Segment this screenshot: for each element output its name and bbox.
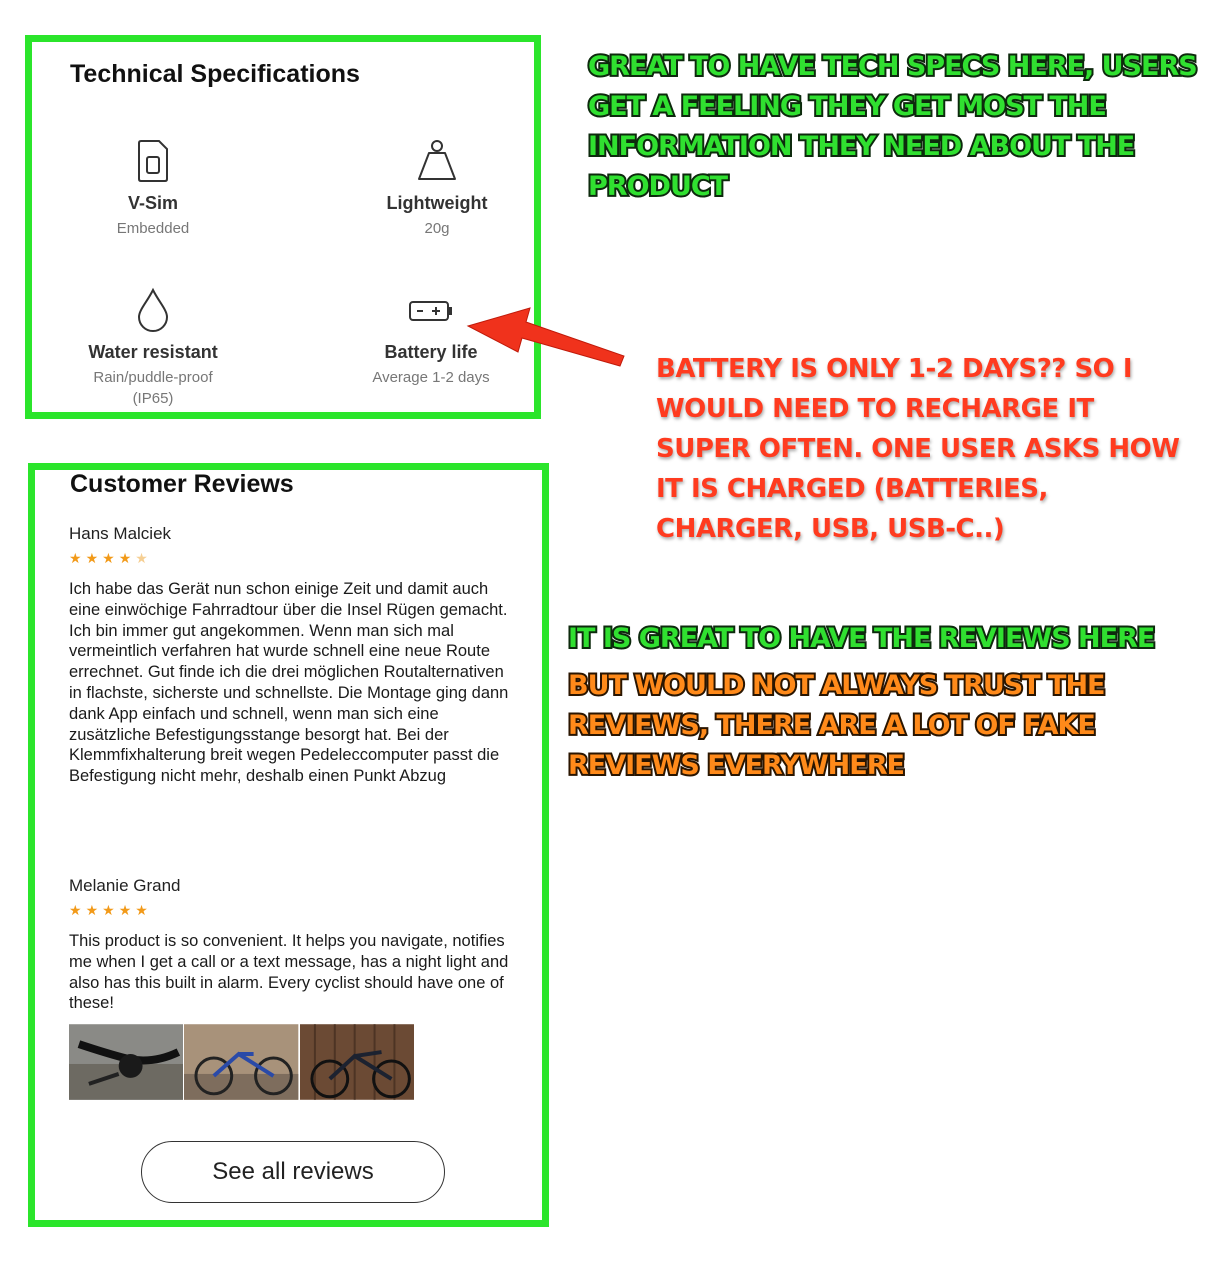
reviews-title: Customer Reviews bbox=[70, 470, 294, 498]
spec-value: Average 1-2 days bbox=[372, 369, 490, 386]
review-photos bbox=[69, 1024, 415, 1100]
review-author: Melanie Grand bbox=[69, 876, 181, 895]
star-icon: ★ bbox=[118, 550, 136, 566]
spec-value: Embedded bbox=[116, 220, 190, 237]
star-icon: ★ bbox=[85, 550, 103, 566]
star-icon: ★ bbox=[135, 902, 152, 918]
star-rating bbox=[69, 902, 519, 919]
spec-value: 20g bbox=[424, 220, 450, 237]
star-icon: ★ bbox=[69, 550, 86, 566]
star-icon: ★ bbox=[102, 902, 119, 918]
spec-name: V-Sim bbox=[127, 193, 179, 213]
specs-title: Technical Specifications bbox=[70, 60, 360, 88]
battery-annotation: BATTERY IS ONLY 1-2 DAYS?? SO I WOULD NEED TO RECHARGE IT SUPER OFTEN. ONE USER ASKS HOW IT IS CHARGED (BATTERIES, CHARGER, USB, USB-C..) bbox=[656, 354, 1180, 544]
review-photo[interactable] bbox=[300, 1024, 414, 1100]
reviews-positive-annotation: IT IS GREAT TO HAVE THE REVIEWS HERE bbox=[568, 623, 1155, 654]
weight-icon bbox=[415, 137, 459, 185]
spec-name: Water resistant bbox=[88, 342, 218, 362]
customer-reviews-section bbox=[28, 463, 549, 1227]
spec-name: Lightweight bbox=[386, 193, 488, 213]
water-drop-icon bbox=[133, 286, 173, 334]
reviews-negative-annotation: BUT WOULD NOT ALWAYS TRUST THE REVIEWS, THERE ARE A LOT OF FAKE REVIEWS EVERYWHERE bbox=[568, 670, 1105, 781]
arrow-annotation-icon bbox=[460, 300, 630, 380]
star-icon: ★ bbox=[85, 902, 103, 918]
star-icon: ★ bbox=[69, 902, 86, 918]
review-photo[interactable] bbox=[184, 1024, 298, 1100]
spec-item-vsim bbox=[38, 137, 268, 239]
sim-card-icon bbox=[133, 137, 173, 185]
review-item bbox=[69, 876, 519, 1100]
star-rating bbox=[69, 550, 519, 567]
spec-item-weight bbox=[322, 137, 541, 239]
star-icon: ★ bbox=[102, 550, 119, 566]
spec-name: Battery life bbox=[384, 342, 478, 362]
tech-specs-annotation: GREAT TO HAVE TECH SPECS HERE, USERS GET A FEELING THEY GET MOST THE INFORMATION THEY NEED ABOUT THE PRODUCT bbox=[588, 51, 1197, 202]
review-text: Ich habe das Gerät nun schon einige Zeit und damit auch eine einwöchige Fahrradtour über die Insel Rügen gemacht. Ich bin immer gut angekommen. Wenn man sich mal vermeintlich verfahren hat wurde schnell eine neue Route errechnet. Gut finde ich die drei möglichen Routalternativen in flachste, sicherste und schnellste. Die Montage ging dann dank App einfach und schnell, wenn man sich eine zusätzliche Befestigungsstange besorgt hat. Bei der Klemmfixhalterung breit wegen Pedeleccomputer passt die Befestigung nicht mehr, deshalb einen Punkt Abzug bbox=[69, 580, 509, 786]
spec-item-water bbox=[38, 286, 268, 409]
star-empty-icon: ★ bbox=[135, 550, 152, 566]
review-item bbox=[69, 524, 519, 787]
review-photo[interactable] bbox=[69, 1024, 183, 1100]
see-all-reviews-button[interactable]: See all reviews bbox=[141, 1141, 445, 1203]
review-author: Hans Malciek bbox=[69, 524, 172, 543]
review-text: This product is so convenient. It helps you navigate, notifies me when I get a call or a text message, has a night light and also has this built in alarm. Every cyclist should have one of these! bbox=[69, 932, 509, 1013]
spec-value: Rain/puddle-proof (IP65) bbox=[93, 369, 213, 407]
star-icon: ★ bbox=[118, 902, 136, 918]
battery-icon bbox=[406, 286, 456, 334]
